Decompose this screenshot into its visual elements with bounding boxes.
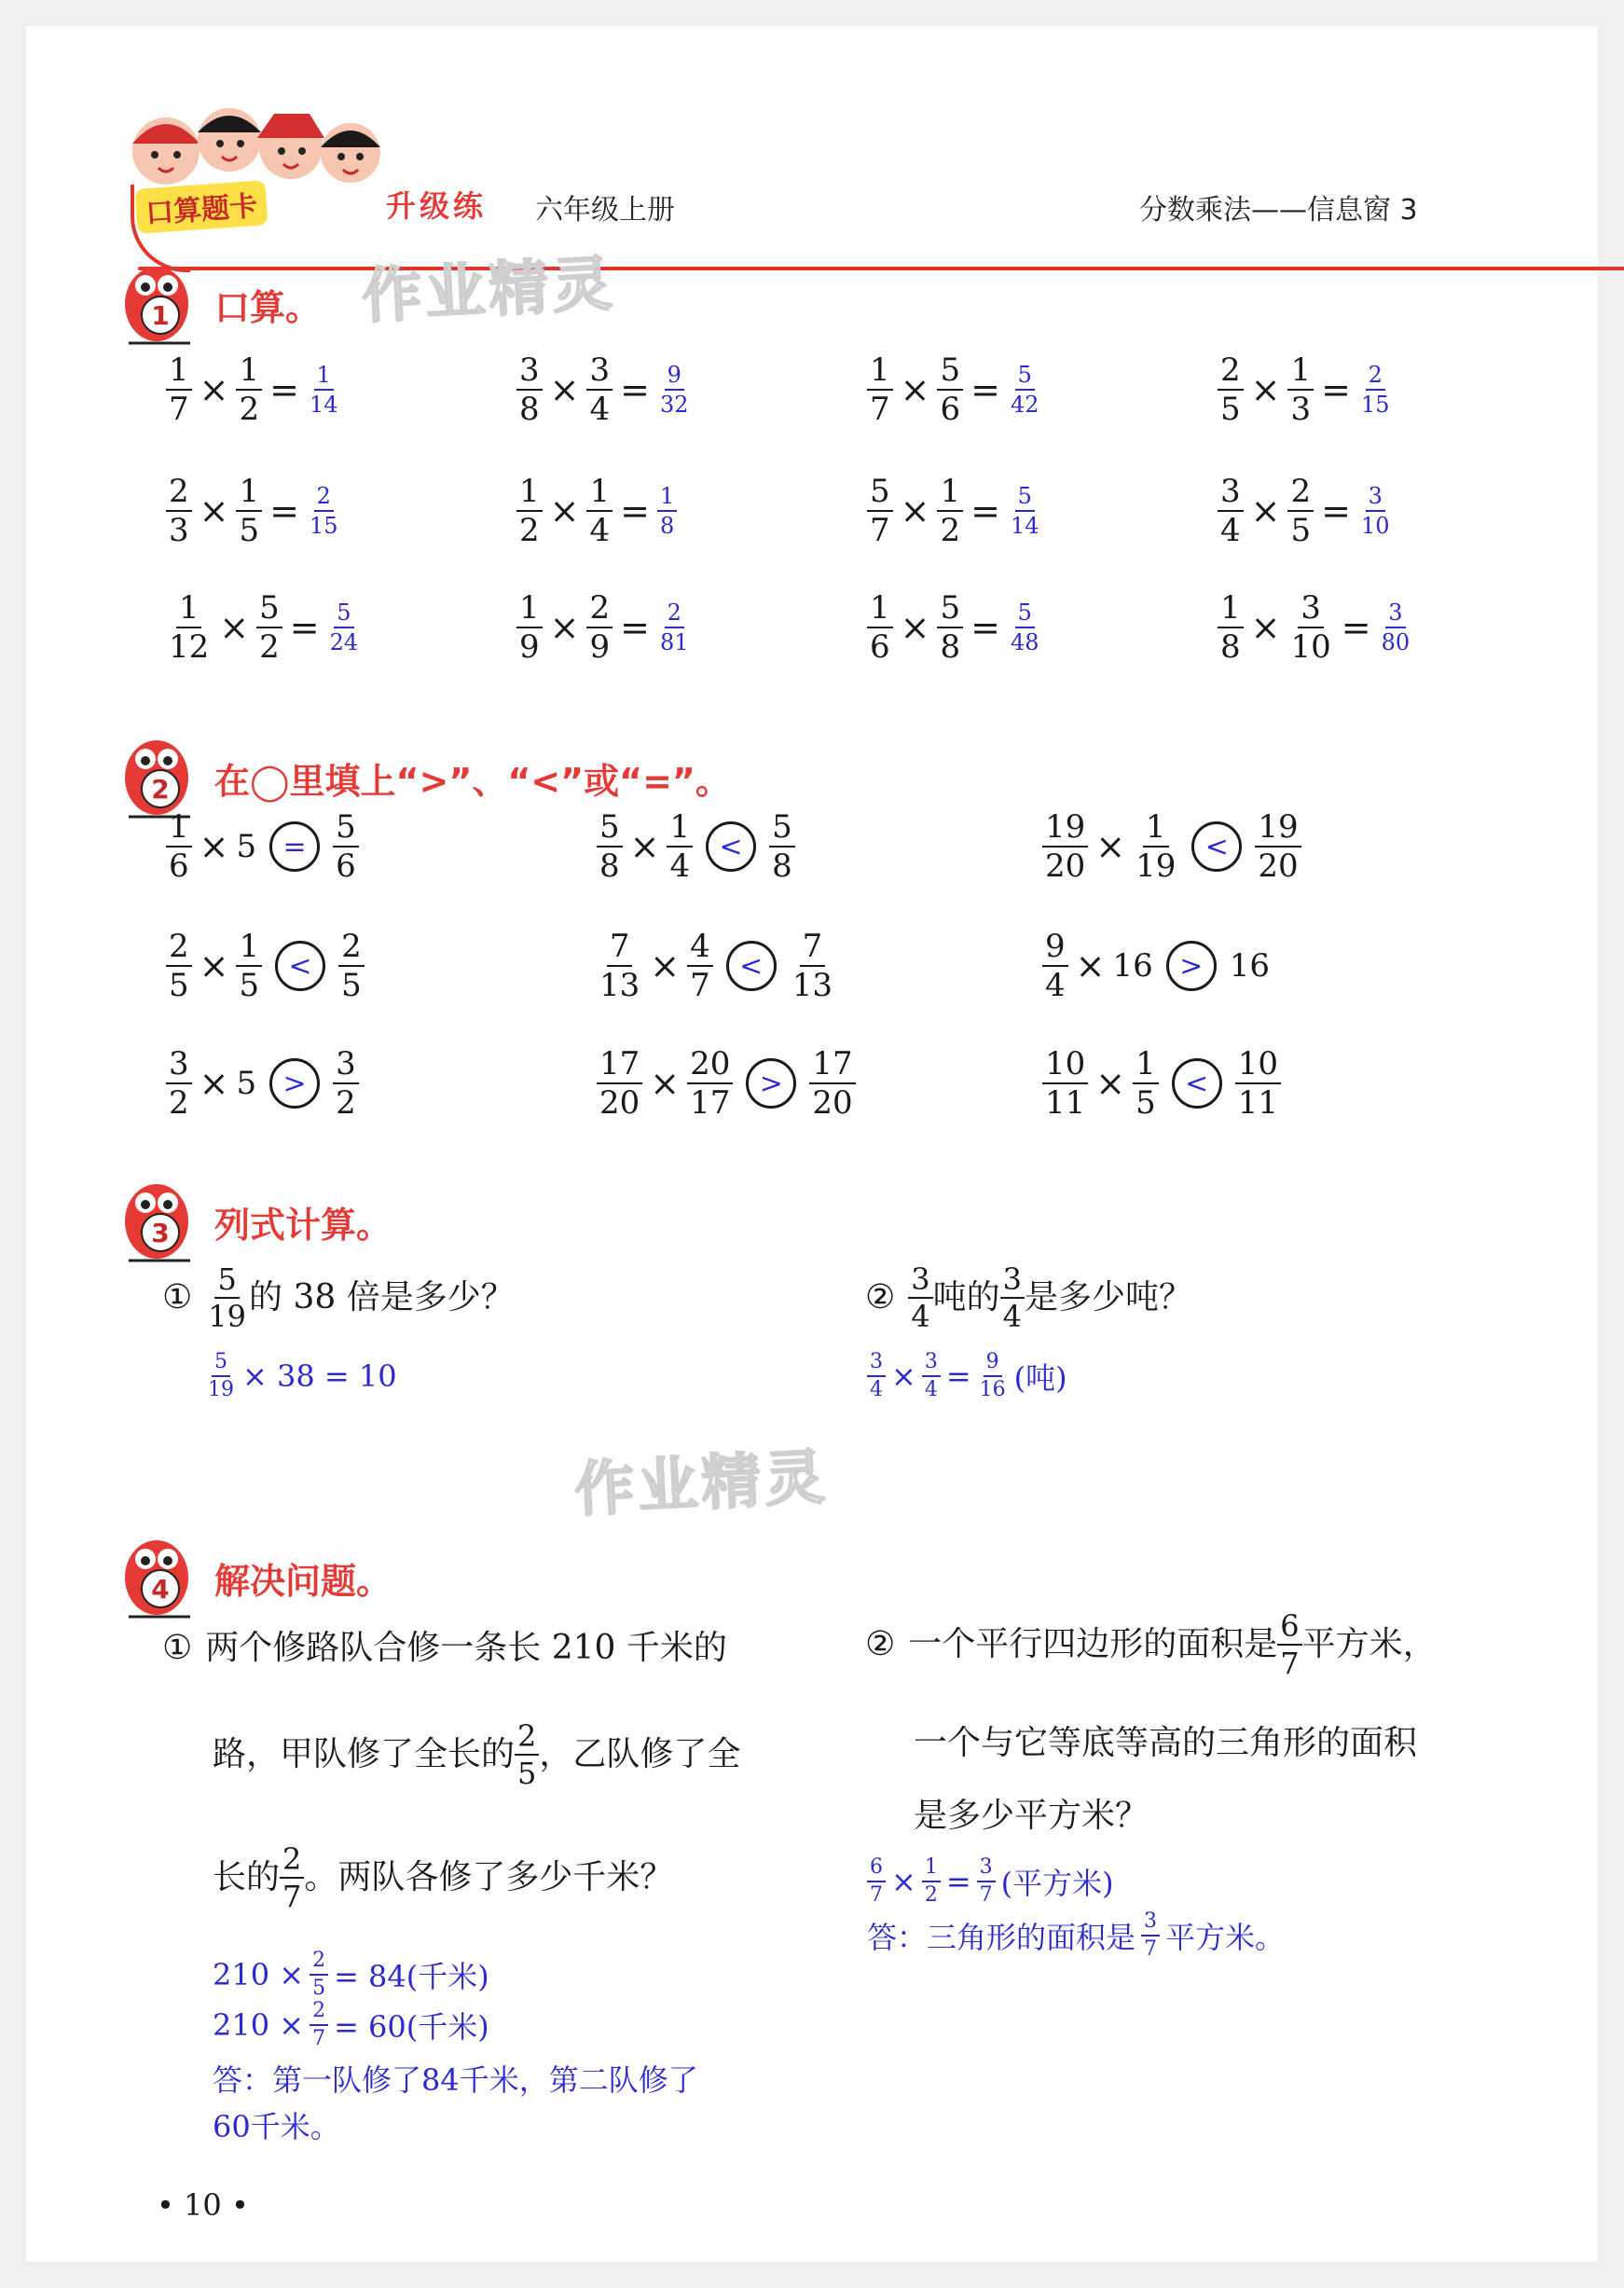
- workbook-page: [26, 26, 1598, 2262]
- section-number: 2: [151, 774, 170, 805]
- compare-sign-circle: =: [269, 821, 320, 872]
- fraction: $\frac{1}{19}$: [1135, 808, 1177, 885]
- owl-badge-icon: [119, 1533, 200, 1622]
- series-label: 升级练: [386, 188, 488, 224]
- fraction: $\frac{5}{19}$: [208, 1350, 234, 1401]
- fraction: $\frac{1}{2}$: [516, 476, 543, 546]
- fraction: $\frac{9}{32}$: [659, 362, 689, 418]
- fraction: $\frac{5}{14}$: [1010, 483, 1039, 539]
- fraction: $\frac{1}{2}$: [922, 1857, 941, 1906]
- answer: [1008, 364, 1042, 416]
- compare-item: $\frac{17}{20}$ × $\frac{20}{17}$ > $\frac{17}{20}$: [597, 1048, 856, 1119]
- problem-1-line-1: [162, 1629, 727, 1667]
- answer: [307, 485, 341, 537]
- calc-question-2: [865, 1261, 1193, 1334]
- compare-sign-circle: <: [706, 821, 756, 872]
- question-text: 的 38 倍是多少？: [249, 1278, 515, 1316]
- fraction: $\frac{1}{6}$: [867, 592, 893, 663]
- question-text: 吨的: [932, 1278, 1000, 1316]
- fraction: $\frac{3}{4}$: [586, 354, 612, 425]
- oral-calc-item: $\frac{1}{9}$ × $\frac{2}{9}$ = $\frac{2}{81}$: [516, 592, 692, 663]
- fraction: $\frac{10}{11}$: [1235, 1048, 1281, 1119]
- fraction: $\frac{1}{5}$: [236, 930, 262, 1001]
- fraction: $\frac{6}{7}$: [1277, 1611, 1301, 1678]
- section-2-header: [119, 733, 731, 822]
- fraction: $\frac{3}{80}$: [1381, 600, 1411, 655]
- fraction: $\frac{1}{7}$: [166, 354, 192, 425]
- fraction: $\frac{7}{13}$: [791, 928, 833, 1004]
- compare-item: $\frac{19}{20}$ × $\frac{1}{19}$ < $\frac{19}{20}$: [1042, 811, 1301, 882]
- problem-text: 路，甲队修了全长的: [213, 1735, 516, 1773]
- watermark: 作业精灵: [360, 249, 618, 333]
- question-marker: ①: [162, 1278, 193, 1316]
- fraction: $\frac{3}{4}$: [1000, 1264, 1025, 1331]
- fraction: $\frac{2}{7}$: [310, 2001, 328, 2049]
- fraction: $\frac{2}{5}$: [310, 1950, 328, 1999]
- calc-answer-1: [205, 1352, 397, 1400]
- question-marker: ②: [865, 1625, 896, 1663]
- section-number: 4: [151, 1574, 170, 1605]
- oral-calc-item: $\frac{1}{7}$ × $\frac{1}{2}$ = $\frac{1}{14}$: [166, 354, 341, 425]
- brand-title: 口算题卡: [134, 180, 268, 234]
- fraction: $\frac{1}{4}$: [667, 811, 693, 882]
- fraction: $\frac{5}{8}$: [769, 811, 795, 882]
- fraction: $\frac{5}{48}$: [1010, 600, 1039, 655]
- page-number: • 10 •: [157, 2187, 249, 2223]
- topic-label: 分数乘法——信息窗 3: [1139, 194, 1418, 227]
- fraction: $\frac{5}{8}$: [937, 592, 963, 663]
- answer: [657, 364, 692, 416]
- fraction: $\frac{4}{7}$: [687, 930, 713, 1001]
- fraction: $\frac{1}{2}$: [937, 476, 963, 546]
- problem-2-line-2: 一个与它等底等高的三角形的面积: [914, 1724, 1418, 1762]
- fraction: $\frac{19}{20}$: [1042, 811, 1088, 882]
- fraction: $\frac{6}{7}$: [867, 1857, 886, 1906]
- oral-calc-grid: [166, 351, 1564, 718]
- problem-text: 两个修路队合修一条长 210 千米的: [205, 1629, 727, 1667]
- fraction: $\frac{17}{20}$: [597, 1048, 642, 1119]
- fraction: $\frac{1}{2}$: [236, 354, 262, 425]
- fraction: $\frac{5}{24}$: [329, 600, 359, 655]
- fraction: $\frac{5}{19}$: [208, 1261, 246, 1334]
- problem-text: 。两队各修了多少千米？: [304, 1858, 674, 1896]
- fraction: $\frac{2}{15}$: [1360, 362, 1390, 418]
- problem-1-answer-4: 60千米。: [213, 2109, 340, 2144]
- section-1-header: [119, 259, 321, 349]
- header: [26, 26, 1598, 250]
- compare-sign-circle: <: [1172, 1058, 1222, 1109]
- fraction: $\frac{2}{5}$: [1287, 476, 1314, 546]
- problem-text: 一个平行四边形的面积是: [908, 1625, 1278, 1663]
- oral-calc-item: $\frac{1}{8}$ × $\frac{3}{10}$ = $\frac{3}{80}$: [1218, 592, 1412, 663]
- fraction: $\frac{20}{17}$: [687, 1048, 733, 1119]
- fraction: $\frac{5}{2}$: [256, 592, 282, 663]
- problem-1-line-2: [213, 1718, 741, 1791]
- compare-item: $\frac{10}{11}$ × $\frac{1}{5}$ < $\frac{10}{11}$: [1042, 1048, 1281, 1119]
- section-4-header: [119, 1533, 392, 1622]
- grade-label: 六年级上册: [535, 194, 675, 227]
- fraction: $\frac{3}{4}$: [908, 1264, 932, 1331]
- problem-text: 平方米，: [1301, 1625, 1437, 1663]
- fraction: $\frac{3}{10}$: [1290, 589, 1331, 666]
- answer: [1358, 364, 1393, 416]
- oral-calc-item: $\frac{1}{7}$ × $\frac{5}{6}$ = $\frac{5}{42}$: [867, 354, 1042, 425]
- fraction: $\frac{3}{7}$: [977, 1857, 996, 1906]
- oral-calc-item: $\frac{5}{7}$ × $\frac{1}{2}$ = $\frac{5}{14}$: [867, 476, 1042, 546]
- compare-sign-circle: >: [1166, 941, 1217, 991]
- compare-item: $\frac{3}{2}$ × 5 > $\frac{3}{2}$: [166, 1048, 359, 1119]
- fraction: $\frac{19}{20}$: [1255, 811, 1301, 882]
- problem-2-line-3: 是多少平方米？: [914, 1797, 1149, 1835]
- section-3-header: [119, 1177, 392, 1266]
- compare-sign-circle: <: [726, 941, 777, 991]
- compare-item: $\frac{7}{13}$ × $\frac{4}{7}$ < $\frac{7}{13}$: [597, 930, 835, 1001]
- fraction: $\frac{5}{7}$: [867, 476, 893, 546]
- section-title: 在◯里填上“>”、“<”或“=”。: [214, 760, 731, 802]
- oral-calc-item: $\frac{2}{5}$ × $\frac{1}{3}$ = $\frac{2}{15}$: [1218, 354, 1393, 425]
- fraction: $\frac{3}{2}$: [333, 1048, 359, 1119]
- fraction: $\frac{2}{81}$: [659, 600, 689, 655]
- fraction: $\frac{2}{3}$: [166, 476, 192, 546]
- calc-answer-2: $\frac{3}{4}$ × $\frac{3}{4}$ = $\frac{9}{16}$ (吨): [867, 1352, 1067, 1400]
- answer-text: × 38 = 10: [242, 1358, 397, 1394]
- section-number: 1: [151, 300, 170, 331]
- fraction: $\frac{1}{12}$: [169, 589, 210, 666]
- fraction: $\frac{2}{7}$: [280, 1844, 304, 1911]
- fraction: $\frac{2}{5}$: [166, 930, 192, 1001]
- fraction: $\frac{1}{6}$: [166, 811, 192, 882]
- fraction: $\frac{1}{9}$: [516, 592, 543, 663]
- question-text: 是多少吨？: [1025, 1278, 1193, 1316]
- oral-calc-item: $\frac{1}{6}$ × $\frac{5}{8}$ = $\frac{5}{48}$: [867, 592, 1042, 663]
- fraction: $\frac{1}{14}$: [309, 362, 338, 418]
- fraction: $\frac{9}{4}$: [1042, 930, 1068, 1001]
- watermark: 作业精灵: [572, 1442, 831, 1526]
- fraction: $\frac{1}{5}$: [1133, 1048, 1159, 1119]
- answer-unit: (吨): [1013, 1360, 1067, 1396]
- problem-1-answer-3: 答：第一队修了84千米，第二队修了: [213, 2062, 698, 2098]
- fraction: $\frac{2}{9}$: [586, 592, 612, 663]
- fraction: $\frac{1}{8}$: [1218, 592, 1244, 663]
- compare-item: $\frac{2}{5}$ × $\frac{1}{5}$ < $\frac{2}{5}$: [166, 930, 365, 1001]
- fraction: $\frac{5}{8}$: [597, 811, 623, 882]
- owl-badge-icon: [119, 259, 200, 349]
- oral-calc-item: $\frac{2}{3}$ × $\frac{1}{5}$ = $\frac{2}{15}$: [166, 476, 341, 546]
- compare-item: $\frac{1}{6}$ × 5 = $\frac{5}{6}$: [166, 811, 359, 882]
- problem-2-answer-1: $\frac{6}{7}$ × $\frac{1}{2}$ = $\frac{3}{7}$ (平方米): [867, 1857, 1114, 1906]
- compare-item: $\frac{9}{4}$ × 16 > 16: [1042, 930, 1270, 1001]
- fraction: $\frac{5}{6}$: [937, 354, 963, 425]
- answer: [657, 485, 677, 537]
- problem-2-line-1: [865, 1608, 1437, 1681]
- fraction: $\frac{3}{4}$: [922, 1352, 941, 1400]
- fraction: $\frac{1}{7}$: [867, 354, 893, 425]
- answer: [307, 364, 341, 416]
- problem-text: ，乙队修了全: [539, 1735, 741, 1773]
- question-marker: ②: [865, 1278, 896, 1316]
- compare-sign-circle: <: [1191, 821, 1242, 872]
- fraction: $\frac{1}{8}$: [657, 485, 677, 537]
- problem-2-answer-2: 答：三角形的面积是 $\frac{3}{7}$ 平方米。: [867, 1909, 1286, 1961]
- fraction: $\frac{5}{6}$: [333, 811, 359, 882]
- answer: [1358, 485, 1393, 537]
- fraction: $\frac{3}{4}$: [1218, 476, 1244, 546]
- problem-1-answer-2: 210 × $\frac{2}{7}$ = 60(千米): [213, 1999, 489, 2050]
- compare-sign-circle: >: [269, 1058, 320, 1109]
- oral-calc-item: $\frac{3}{8}$ × $\frac{3}{4}$ = $\frac{9}{32}$: [516, 354, 692, 425]
- fraction: $\frac{7}{13}$: [599, 928, 640, 1004]
- fraction: $\frac{5}{42}$: [1010, 362, 1039, 418]
- answer: [1379, 601, 1413, 654]
- question-marker: ①: [162, 1629, 193, 1667]
- calc-question-1: [162, 1261, 515, 1334]
- oral-calc-item: $\frac{3}{4}$ × $\frac{2}{5}$ = $\frac{3}{10}$: [1218, 476, 1393, 546]
- fraction: $\frac{3}{2}$: [166, 1048, 192, 1119]
- answer: [1008, 601, 1042, 654]
- fraction: $\frac{1}{3}$: [1287, 354, 1314, 425]
- fraction: $\frac{3}{8}$: [516, 354, 543, 425]
- compare-sign-circle: <: [275, 941, 325, 991]
- compare-sign-circle: >: [746, 1058, 796, 1109]
- section-title: 列式计算。: [214, 1204, 392, 1246]
- problem-text: 长的: [213, 1858, 281, 1896]
- fraction: $\frac{3}{7}$: [1141, 1911, 1160, 1960]
- fraction: $\frac{10}{11}$: [1042, 1048, 1088, 1119]
- oral-calc-item: $\frac{1}{12}$ × $\frac{5}{2}$ = $\frac{5}{24}$: [166, 592, 361, 663]
- fraction: $\frac{1}{5}$: [236, 476, 262, 546]
- section-title: 口算。: [214, 286, 322, 328]
- fraction: $\frac{2}{5}$: [1218, 354, 1244, 425]
- compare-grid: [166, 808, 1564, 1165]
- problem-1-line-3: [213, 1841, 674, 1914]
- fraction: $\frac{2}{15}$: [309, 483, 338, 539]
- answer: [1008, 485, 1042, 537]
- answer: [327, 601, 362, 654]
- fraction: $\frac{1}{4}$: [586, 476, 612, 546]
- owl-badge-icon: [119, 1177, 200, 1266]
- problem-1-answer-1: 210 × $\frac{2}{5}$ = 84(千米): [213, 1949, 489, 2000]
- oral-calc-item: $\frac{1}{2}$ × $\frac{1}{4}$ = $\frac{1}{8}$: [516, 476, 677, 546]
- section-number: 3: [151, 1218, 170, 1248]
- fraction: $\frac{2}{5}$: [338, 930, 365, 1001]
- fraction: $\frac{9}{16}$: [979, 1350, 1006, 1401]
- fraction: $\frac{3}{10}$: [1360, 483, 1390, 539]
- fraction: $\frac{3}{4}$: [867, 1352, 886, 1400]
- section-title: 解决问题。: [214, 1560, 392, 1602]
- fraction: $\frac{17}{20}$: [809, 1048, 855, 1119]
- answer: [657, 601, 692, 654]
- compare-item: $\frac{5}{8}$ × $\frac{1}{4}$ < $\frac{5}{8}$: [597, 811, 795, 882]
- fraction: $\frac{2}{5}$: [515, 1721, 539, 1788]
